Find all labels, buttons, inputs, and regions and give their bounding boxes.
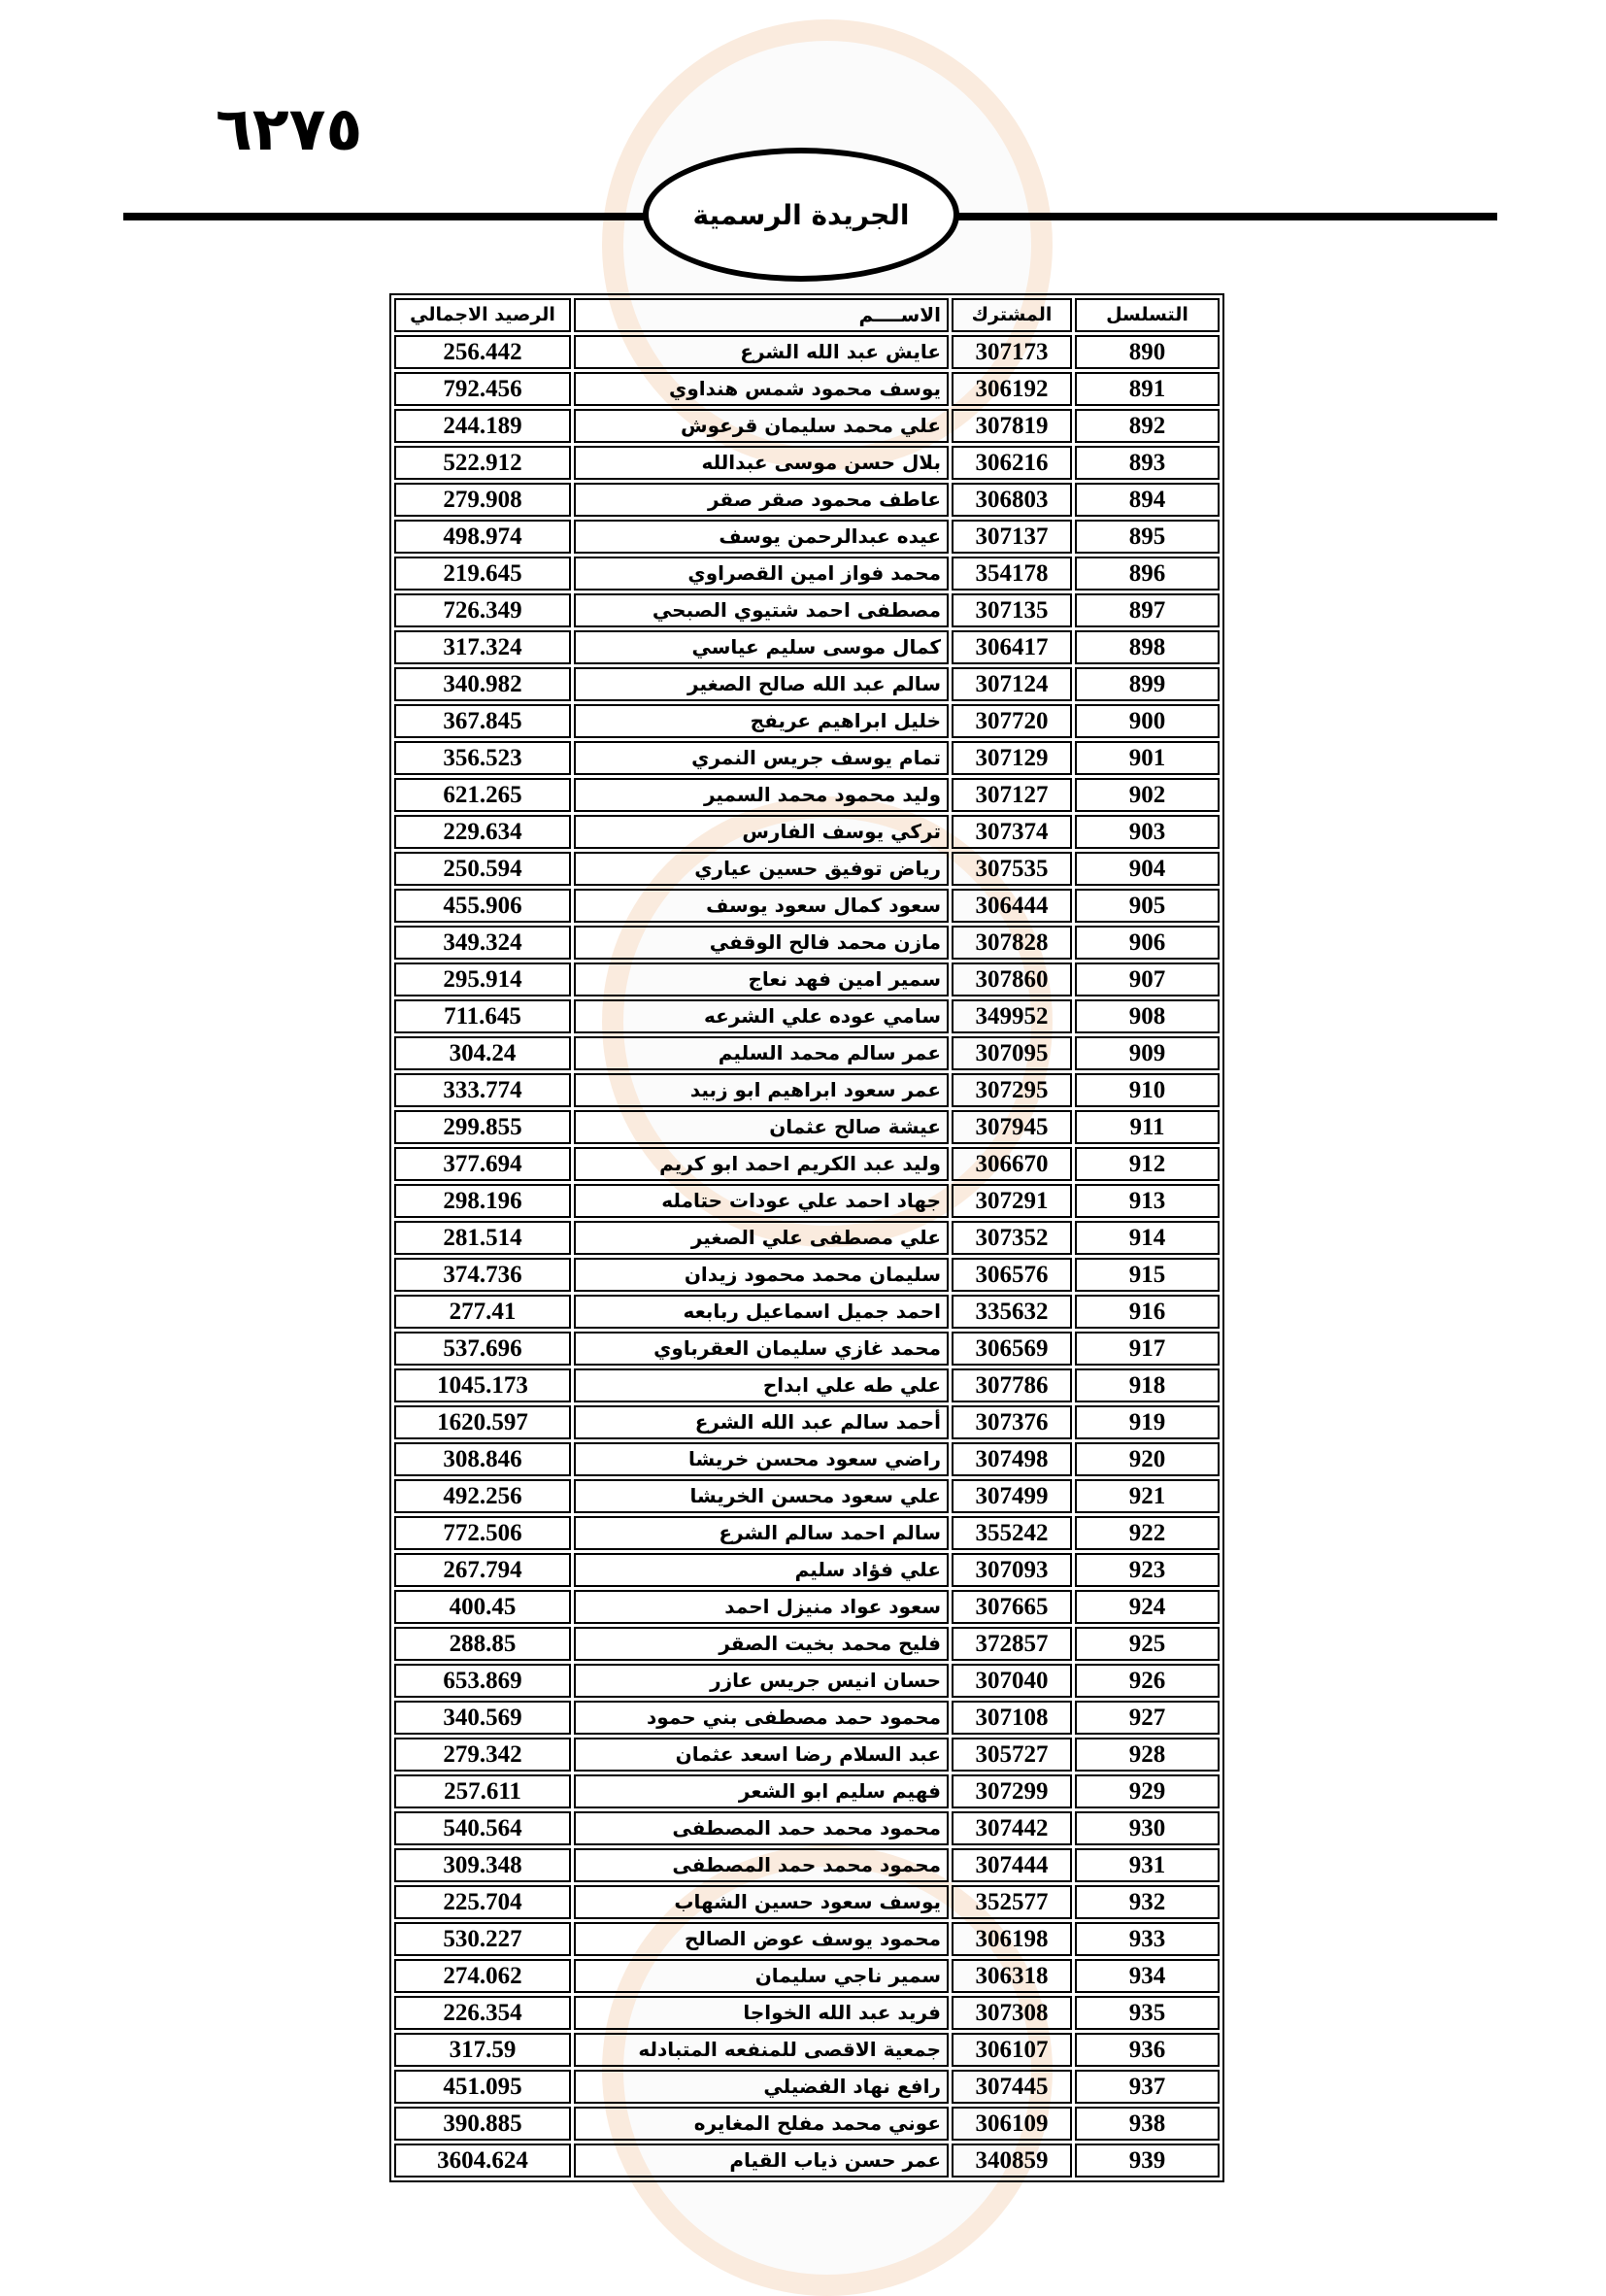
cell-name: علي محمد سليمان قرعوش <box>574 409 949 443</box>
cell-subscriber: 307308 <box>952 1996 1072 2030</box>
cell-seq: 905 <box>1075 889 1220 923</box>
cell-name: سعود كمال سعود يوسف <box>574 889 949 923</box>
cell-total: 522.912 <box>394 446 571 480</box>
cell-total: 340.982 <box>394 667 571 701</box>
table-row <box>394 1368 1220 1402</box>
cell-seq: 929 <box>1075 1774 1220 1808</box>
cell-name: جمعية الاقصى للمنفعه المتبادله <box>574 2033 949 2067</box>
cell-total: 267.794 <box>394 1553 571 1587</box>
cell-name: علي مصطفى علي الصغير <box>574 1221 949 1255</box>
cell-subscriber: 306109 <box>952 2107 1072 2141</box>
table-row <box>394 1479 1220 1513</box>
cell-seq: 928 <box>1075 1738 1220 1772</box>
cell-subscriber: 307945 <box>952 1110 1072 1144</box>
table-row <box>394 483 1220 517</box>
table-row <box>394 2033 1220 2067</box>
cell-seq: 919 <box>1075 1405 1220 1439</box>
cell-seq: 908 <box>1075 999 1220 1033</box>
cell-subscriber: 307374 <box>952 815 1072 849</box>
page-number: ٦٢٧٥ <box>216 93 363 164</box>
cell-name: وليد محمود محمد السمير <box>574 778 949 812</box>
cell-total: 356.523 <box>394 741 571 775</box>
table-row <box>394 1553 1220 1587</box>
cell-total: 530.227 <box>394 1922 571 1956</box>
cell-name: فريد عبد الله الخواجا <box>574 1996 949 2030</box>
cell-total: 226.354 <box>394 1996 571 2030</box>
cell-name: احمد جميل اسماعيل ربابعه <box>574 1295 949 1329</box>
cell-subscriber: 307173 <box>952 335 1072 369</box>
table-row <box>394 1922 1220 1956</box>
cell-subscriber: 355242 <box>952 1516 1072 1550</box>
cell-total: 377.694 <box>394 1147 571 1181</box>
cell-seq: 934 <box>1075 1959 1220 1993</box>
cell-total: 772.506 <box>394 1516 571 1550</box>
table-row <box>394 815 1220 849</box>
cell-seq: 922 <box>1075 1516 1220 1550</box>
cell-subscriber: 306198 <box>952 1922 1072 1956</box>
cell-subscriber: 307498 <box>952 1442 1072 1476</box>
cell-subscriber: 307127 <box>952 778 1072 812</box>
table-row <box>394 778 1220 812</box>
table-row <box>394 1442 1220 1476</box>
cell-name: يوسف سعود حسين الشهاب <box>574 1885 949 1919</box>
cell-total: 792.456 <box>394 372 571 406</box>
cell-total: 225.704 <box>394 1885 571 1919</box>
cell-seq: 896 <box>1075 557 1220 591</box>
table-row <box>394 1701 1220 1735</box>
cell-seq: 932 <box>1075 1885 1220 1919</box>
cell-total: 451.095 <box>394 2070 571 2104</box>
cell-seq: 902 <box>1075 778 1220 812</box>
cell-subscriber: 306670 <box>952 1147 1072 1181</box>
cell-seq: 893 <box>1075 446 1220 480</box>
cell-subscriber: 307108 <box>952 1701 1072 1735</box>
cell-total: 288.85 <box>394 1627 571 1661</box>
cell-name: أحمد سالم عبد الله الشرع <box>574 1405 949 1439</box>
cell-total: 333.774 <box>394 1073 571 1107</box>
cell-total: 400.45 <box>394 1590 571 1624</box>
table-row <box>394 2107 1220 2141</box>
cell-total: 295.914 <box>394 962 571 996</box>
table-row <box>394 1258 1220 1292</box>
cell-subscriber: 306803 <box>952 483 1072 517</box>
cell-name: عمر سعود ابراهيم ابو زبيد <box>574 1073 949 1107</box>
table-row <box>394 335 1220 369</box>
cell-seq: 921 <box>1075 1479 1220 1513</box>
cell-subscriber: 307499 <box>952 1479 1072 1513</box>
masthead-emblem <box>643 148 959 282</box>
table-row <box>394 889 1220 923</box>
cell-name: وليد عبد الكريم احمد ابو كريم <box>574 1147 949 1181</box>
cell-seq: 910 <box>1075 1073 1220 1107</box>
cell-total: 653.869 <box>394 1664 571 1698</box>
cell-subscriber: 306107 <box>952 2033 1072 2067</box>
table-row <box>394 1848 1220 1882</box>
cell-name: سامي عوده علي الشرعه <box>574 999 949 1033</box>
table-row <box>394 1516 1220 1550</box>
table-row <box>394 1590 1220 1624</box>
cell-name: حسان انيس جريس عازر <box>574 1664 949 1698</box>
cell-seq: 906 <box>1075 926 1220 960</box>
cell-subscriber: 307135 <box>952 593 1072 627</box>
cell-name: عبد السلام رضا اسعد عثمان <box>574 1738 949 1772</box>
table-body <box>394 335 1220 2178</box>
table-row <box>394 1996 1220 2030</box>
table-header-row <box>394 298 1220 332</box>
cell-total: 540.564 <box>394 1811 571 1845</box>
cell-total: 299.855 <box>394 1110 571 1144</box>
cell-subscriber: 307299 <box>952 1774 1072 1808</box>
table-row <box>394 1664 1220 1698</box>
cell-subscriber: 307665 <box>952 1590 1072 1624</box>
cell-total: 229.634 <box>394 815 571 849</box>
cell-seq: 937 <box>1075 2070 1220 2104</box>
cell-seq: 931 <box>1075 1848 1220 1882</box>
cell-total: 277.41 <box>394 1295 571 1329</box>
table-row <box>394 2070 1220 2104</box>
cell-seq: 913 <box>1075 1184 1220 1218</box>
table-row <box>394 741 1220 775</box>
cell-total: 349.324 <box>394 926 571 960</box>
cell-total: 537.696 <box>394 1332 571 1366</box>
cell-seq: 914 <box>1075 1221 1220 1255</box>
table-row <box>394 926 1220 960</box>
cell-total: 279.342 <box>394 1738 571 1772</box>
cell-subscriber: 307124 <box>952 667 1072 701</box>
table-row <box>394 667 1220 701</box>
cell-seq: 924 <box>1075 1590 1220 1624</box>
cell-seq: 898 <box>1075 630 1220 664</box>
cell-name: سليمان محمد محمود زيدان <box>574 1258 949 1292</box>
cell-total: 244.189 <box>394 409 571 443</box>
cell-subscriber: 307291 <box>952 1184 1072 1218</box>
cell-name: يوسف محمود شمس هنداوي <box>574 372 949 406</box>
cell-seq: 933 <box>1075 1922 1220 1956</box>
cell-name: عوني محمد مفلح المغايره <box>574 2107 949 2141</box>
cell-subscriber: 335632 <box>952 1295 1072 1329</box>
cell-total: 340.569 <box>394 1701 571 1735</box>
cell-name: جهاد احمد علي عودات حتامله <box>574 1184 949 1218</box>
cell-seq: 907 <box>1075 962 1220 996</box>
cell-seq: 890 <box>1075 335 1220 369</box>
cell-subscriber: 305727 <box>952 1738 1072 1772</box>
table-row <box>394 1184 1220 1218</box>
cell-seq: 917 <box>1075 1332 1220 1366</box>
table-row <box>394 1147 1220 1181</box>
cell-seq: 891 <box>1075 372 1220 406</box>
table-row <box>394 1959 1220 1993</box>
cell-subscriber: 307093 <box>952 1553 1072 1587</box>
table-row <box>394 1036 1220 1070</box>
cell-subscriber: 306417 <box>952 630 1072 664</box>
cell-name: محمد فواز امين القصراوي <box>574 557 949 591</box>
cell-name: فليح محمد بخيت الصقر <box>574 1627 949 1661</box>
cell-seq: 936 <box>1075 2033 1220 2067</box>
table-row <box>394 630 1220 664</box>
cell-total: 256.442 <box>394 335 571 369</box>
table-row <box>394 1221 1220 1255</box>
cell-subscriber: 307376 <box>952 1405 1072 1439</box>
cell-name: محمود محمد حمد المصطفى <box>574 1811 949 1845</box>
cell-subscriber: 307445 <box>952 2070 1072 2104</box>
cell-name: تركي يوسف الفارس <box>574 815 949 849</box>
cell-name: عيشة صالح عثمان <box>574 1110 949 1144</box>
cell-name: سالم عبد الله صالح الصغير <box>574 667 949 701</box>
cell-total: 250.594 <box>394 852 571 886</box>
cell-name: علي طه علي ابداح <box>574 1368 949 1402</box>
cell-total: 3604.624 <box>394 2144 571 2178</box>
cell-total: 279.908 <box>394 483 571 517</box>
cell-subscriber: 306216 <box>952 446 1072 480</box>
cell-seq: 897 <box>1075 593 1220 627</box>
masthead-title: الجريدة الرسمية <box>692 198 910 231</box>
table-row <box>394 704 1220 738</box>
cell-subscriber: 306576 <box>952 1258 1072 1292</box>
cell-name: محمود محمد حمد المصطفى <box>574 1848 949 1882</box>
table-row <box>394 999 1220 1033</box>
cell-total: 281.514 <box>394 1221 571 1255</box>
cell-name: علي فؤاد سليم <box>574 1553 949 1587</box>
cell-name: محمد غازي سليمان العقرباوي <box>574 1332 949 1366</box>
cell-name: تمام يوسف جريس النمري <box>574 741 949 775</box>
cell-seq: 916 <box>1075 1295 1220 1329</box>
cell-seq: 925 <box>1075 1627 1220 1661</box>
cell-subscriber: 307137 <box>952 520 1072 554</box>
cell-total: 390.885 <box>394 2107 571 2141</box>
cell-seq: 911 <box>1075 1110 1220 1144</box>
cell-seq: 915 <box>1075 1258 1220 1292</box>
cell-total: 304.24 <box>394 1036 571 1070</box>
cell-name: سمير امين فهد نعاج <box>574 962 949 996</box>
table-row <box>394 1885 1220 1919</box>
table-row <box>394 1627 1220 1661</box>
cell-name: كمال موسى سليم عياسي <box>574 630 949 664</box>
cell-name: خليل ابراهيم عريفج <box>574 704 949 738</box>
cell-subscriber: 306444 <box>952 889 1072 923</box>
header-seq: التسلسل <box>1075 298 1220 332</box>
cell-total: 498.974 <box>394 520 571 554</box>
table-row <box>394 1738 1220 1772</box>
cell-total: 317.59 <box>394 2033 571 2067</box>
cell-subscriber: 307535 <box>952 852 1072 886</box>
cell-total: 257.611 <box>394 1774 571 1808</box>
cell-name: فهيم سليم ابو الشعر <box>574 1774 949 1808</box>
cell-total: 1620.597 <box>394 1405 571 1439</box>
cell-total: 317.324 <box>394 630 571 664</box>
cell-total: 492.256 <box>394 1479 571 1513</box>
balances-table <box>389 293 1224 2182</box>
cell-total: 274.062 <box>394 1959 571 1993</box>
cell-name: علي سعود محسن الخريشا <box>574 1479 949 1513</box>
cell-name: سعود عواد منيزل احمد <box>574 1590 949 1624</box>
cell-subscriber: 307828 <box>952 926 1072 960</box>
cell-seq: 935 <box>1075 1996 1220 2030</box>
cell-subscriber: 306569 <box>952 1332 1072 1366</box>
cell-seq: 892 <box>1075 409 1220 443</box>
cell-name: بلال حسن موسى عبدالله <box>574 446 949 480</box>
cell-name: عايش عبد الله الشرع <box>574 335 949 369</box>
cell-seq: 900 <box>1075 704 1220 738</box>
cell-seq: 930 <box>1075 1811 1220 1845</box>
cell-total: 219.645 <box>394 557 571 591</box>
table-row <box>394 1073 1220 1107</box>
cell-name: عمر سالم محمد السليم <box>574 1036 949 1070</box>
cell-seq: 899 <box>1075 667 1220 701</box>
cell-subscriber: 307129 <box>952 741 1072 775</box>
cell-name: سمير ناجي سليمان <box>574 1959 949 1993</box>
cell-name: عاطف محمود صقر صقر <box>574 483 949 517</box>
table-row <box>394 2144 1220 2178</box>
cell-subscriber: 307860 <box>952 962 1072 996</box>
cell-total: 298.196 <box>394 1184 571 1218</box>
cell-seq: 923 <box>1075 1553 1220 1587</box>
table-row <box>394 520 1220 554</box>
cell-subscriber: 306318 <box>952 1959 1072 1993</box>
table-row <box>394 1332 1220 1366</box>
cell-subscriber: 307095 <box>952 1036 1072 1070</box>
cell-name: رافع نهاد الفضيلي <box>574 2070 949 2104</box>
cell-subscriber: 352577 <box>952 1885 1072 1919</box>
cell-name: مازن محمد فالح الوقفي <box>574 926 949 960</box>
header-total: الرصيد الاجمالي <box>394 298 571 332</box>
cell-subscriber: 307444 <box>952 1848 1072 1882</box>
cell-subscriber: 340859 <box>952 2144 1072 2178</box>
cell-subscriber: 307720 <box>952 704 1072 738</box>
table-row <box>394 962 1220 996</box>
cell-name: محمود حمد مصطفى بني حمود <box>574 1701 949 1735</box>
table-row <box>394 1295 1220 1329</box>
cell-name: رياض توفيق حسين عياري <box>574 852 949 886</box>
table-row <box>394 1811 1220 1845</box>
cell-seq: 903 <box>1075 815 1220 849</box>
cell-seq: 909 <box>1075 1036 1220 1070</box>
cell-seq: 939 <box>1075 2144 1220 2178</box>
cell-seq: 920 <box>1075 1442 1220 1476</box>
cell-total: 711.645 <box>394 999 571 1033</box>
cell-subscriber: 349952 <box>952 999 1072 1033</box>
cell-subscriber: 354178 <box>952 557 1072 591</box>
cell-subscriber: 307352 <box>952 1221 1072 1255</box>
cell-seq: 904 <box>1075 852 1220 886</box>
cell-seq: 894 <box>1075 483 1220 517</box>
table-row <box>394 409 1220 443</box>
cell-subscriber: 306192 <box>952 372 1072 406</box>
cell-seq: 918 <box>1075 1368 1220 1402</box>
cell-total: 455.906 <box>394 889 571 923</box>
cell-seq: 895 <box>1075 520 1220 554</box>
cell-name: سالم احمد سالم الشرع <box>574 1516 949 1550</box>
cell-seq: 926 <box>1075 1664 1220 1698</box>
cell-total: 309.348 <box>394 1848 571 1882</box>
cell-total: 308.846 <box>394 1442 571 1476</box>
cell-subscriber: 307442 <box>952 1811 1072 1845</box>
cell-seq: 938 <box>1075 2107 1220 2141</box>
table-row <box>394 1405 1220 1439</box>
cell-name: مصطفى احمد شتيوي الصبحي <box>574 593 949 627</box>
cell-name: عيده عبدالرحمن يوسف <box>574 520 949 554</box>
cell-total: 367.845 <box>394 704 571 738</box>
cell-name: راضي سعود محسن خريشا <box>574 1442 949 1476</box>
cell-total: 621.265 <box>394 778 571 812</box>
table-row <box>394 446 1220 480</box>
table-row <box>394 372 1220 406</box>
table-row <box>394 1110 1220 1144</box>
cell-name: محمود يوسف عوض الصالح <box>574 1922 949 1956</box>
table-row <box>394 1774 1220 1808</box>
cell-seq: 912 <box>1075 1147 1220 1181</box>
cell-seq: 901 <box>1075 741 1220 775</box>
cell-total: 726.349 <box>394 593 571 627</box>
table-row <box>394 852 1220 886</box>
cell-name: عمر حسن ذياب القيام <box>574 2144 949 2178</box>
cell-subscriber: 307040 <box>952 1664 1072 1698</box>
cell-total: 1045.173 <box>394 1368 571 1402</box>
table-row <box>394 593 1220 627</box>
cell-subscriber: 307295 <box>952 1073 1072 1107</box>
table-row <box>394 557 1220 591</box>
cell-subscriber: 372857 <box>952 1627 1072 1661</box>
cell-total: 374.736 <box>394 1258 571 1292</box>
cell-subscriber: 307819 <box>952 409 1072 443</box>
cell-subscriber: 307786 <box>952 1368 1072 1402</box>
cell-seq: 927 <box>1075 1701 1220 1735</box>
header-subscriber: المشترك <box>952 298 1072 332</box>
header-name: الاســــم <box>574 298 949 332</box>
